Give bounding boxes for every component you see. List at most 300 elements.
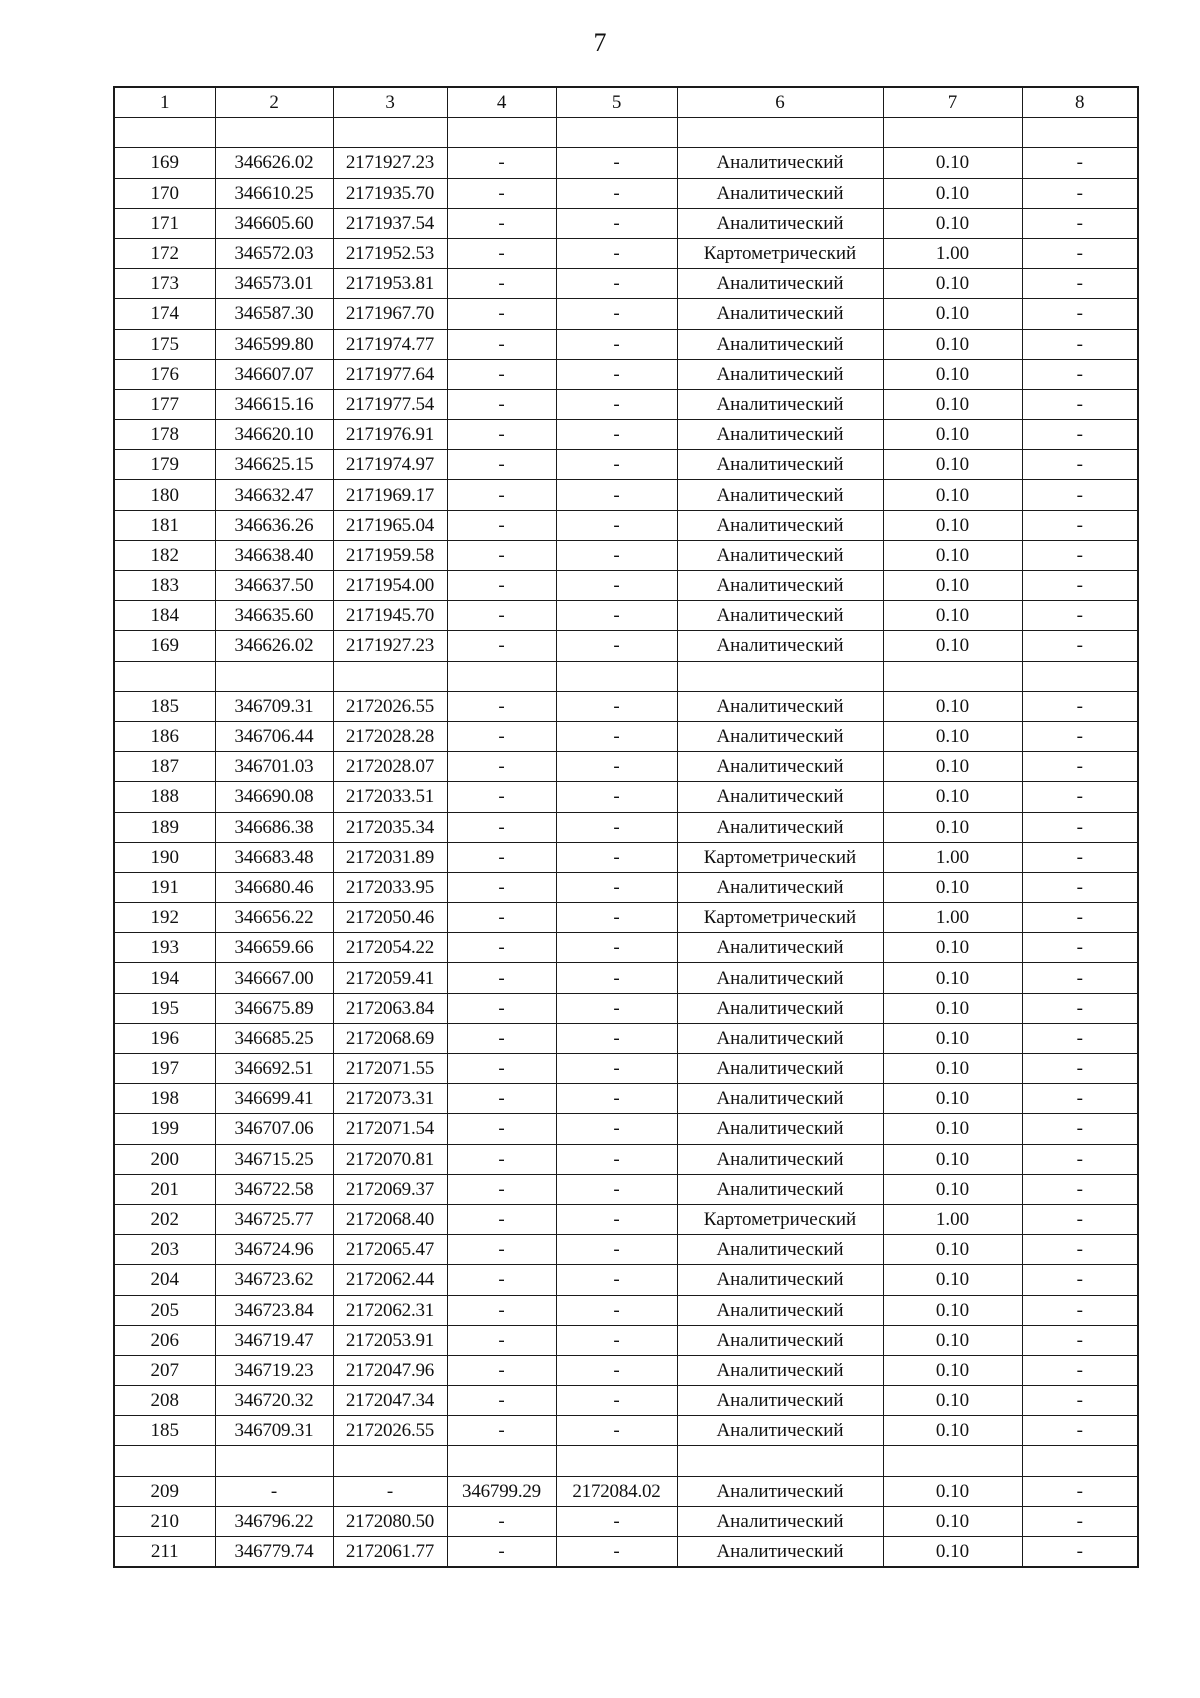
table-cell-col-7: 0.10 bbox=[883, 148, 1022, 178]
table-cell-col-3: 2172031.89 bbox=[333, 842, 447, 872]
table-cell-col-8: - bbox=[1022, 752, 1138, 782]
table-cell-col-6: Аналитический bbox=[677, 510, 883, 540]
table-cell-col-5: - bbox=[556, 721, 677, 751]
table-cell-col-8: - bbox=[1022, 480, 1138, 510]
table-cell-col-3: - bbox=[333, 1476, 447, 1506]
table-cell-col-1: 169 bbox=[114, 631, 215, 661]
table-cell-col-1: 183 bbox=[114, 571, 215, 601]
table-cell-col-3: 2171969.17 bbox=[333, 480, 447, 510]
table-cell-col-5 bbox=[556, 118, 677, 148]
table-cell-col-6: Аналитический bbox=[677, 269, 883, 299]
table-cell-col-8: - bbox=[1022, 1084, 1138, 1114]
table-row bbox=[114, 903, 1138, 933]
table-cell-col-8: - bbox=[1022, 1476, 1138, 1506]
table-cell-col-7: 0.10 bbox=[883, 420, 1022, 450]
table-cell-col-8: - bbox=[1022, 299, 1138, 329]
table-cell-col-6: Картометрический bbox=[677, 903, 883, 933]
table-cell-col-1: 181 bbox=[114, 510, 215, 540]
table-row bbox=[114, 1416, 1138, 1446]
table-cell-col-2: 346620.10 bbox=[215, 420, 333, 450]
table-cell-col-3: 2171967.70 bbox=[333, 299, 447, 329]
table-cell-col-4 bbox=[447, 661, 556, 691]
table-cell-col-4: - bbox=[447, 1054, 556, 1084]
table-cell-col-8 bbox=[1022, 118, 1138, 148]
table-cell-col-6: Аналитический bbox=[677, 1386, 883, 1416]
table-cell-col-4: - bbox=[447, 238, 556, 268]
table-cell-col-8: - bbox=[1022, 238, 1138, 268]
table-cell-col-2: 346587.30 bbox=[215, 299, 333, 329]
table-cell-col-1: 173 bbox=[114, 269, 215, 299]
table-cell-col-7: 0.10 bbox=[883, 933, 1022, 963]
table-cell-col-3: 2171945.70 bbox=[333, 601, 447, 631]
table-row bbox=[114, 510, 1138, 540]
table-row bbox=[114, 1537, 1138, 1568]
table-cell-col-6: Аналитический bbox=[677, 420, 883, 450]
table-cell-col-1: 195 bbox=[114, 993, 215, 1023]
column-header-2: 2 bbox=[215, 87, 333, 118]
table-cell-col-6: Аналитический bbox=[677, 1265, 883, 1295]
column-header-3: 3 bbox=[333, 87, 447, 118]
table-cell-col-3: 2171974.97 bbox=[333, 450, 447, 480]
table-cell-col-5: - bbox=[556, 903, 677, 933]
table-cell-col-1: 207 bbox=[114, 1355, 215, 1385]
table-cell-col-4: - bbox=[447, 329, 556, 359]
column-header-4: 4 bbox=[447, 87, 556, 118]
table-cell-col-4: - bbox=[447, 872, 556, 902]
column-header-5: 5 bbox=[556, 87, 677, 118]
table-cell-col-1: 188 bbox=[114, 782, 215, 812]
table-cell-col-8 bbox=[1022, 661, 1138, 691]
table-cell-col-1: 210 bbox=[114, 1506, 215, 1536]
table-cell-col-5: - bbox=[556, 1084, 677, 1114]
table-cell-col-1: 175 bbox=[114, 329, 215, 359]
table-row bbox=[114, 1144, 1138, 1174]
table-cell-col-4: - bbox=[447, 389, 556, 419]
table-cell-col-2: 346719.47 bbox=[215, 1325, 333, 1355]
table-cell-col-7: 1.00 bbox=[883, 238, 1022, 268]
table-cell-col-5: - bbox=[556, 933, 677, 963]
table-cell-col-6: Аналитический bbox=[677, 1054, 883, 1084]
table-cell-col-4 bbox=[447, 118, 556, 148]
table-cell-col-2 bbox=[215, 118, 333, 148]
table-cell-col-8: - bbox=[1022, 208, 1138, 238]
table-cell-col-3: 2172070.81 bbox=[333, 1144, 447, 1174]
table-cell-col-8: - bbox=[1022, 1416, 1138, 1446]
table-cell-col-4: - bbox=[447, 782, 556, 812]
table-cell-col-7: 0.10 bbox=[883, 963, 1022, 993]
table-cell-col-2: 346719.23 bbox=[215, 1355, 333, 1385]
table-row bbox=[114, 480, 1138, 510]
table-cell-col-2: 346675.89 bbox=[215, 993, 333, 1023]
table-cell-col-7: 0.10 bbox=[883, 1235, 1022, 1265]
table-cell-col-2: 346635.60 bbox=[215, 601, 333, 631]
table-cell-col-5: - bbox=[556, 1537, 677, 1568]
table-cell-col-7: 0.10 bbox=[883, 1295, 1022, 1325]
table-cell-col-8: - bbox=[1022, 903, 1138, 933]
table-cell-col-4: - bbox=[447, 1204, 556, 1234]
table-cell-col-5: - bbox=[556, 993, 677, 1023]
table-cell-col-2: 346715.25 bbox=[215, 1144, 333, 1174]
table-separator-row bbox=[114, 118, 1138, 148]
table-cell-col-8: - bbox=[1022, 1204, 1138, 1234]
table-cell-col-3: 2172073.31 bbox=[333, 1084, 447, 1114]
table-separator-row bbox=[114, 661, 1138, 691]
table-cell-col-5: - bbox=[556, 238, 677, 268]
table-row bbox=[114, 1325, 1138, 1355]
table-cell-col-8: - bbox=[1022, 178, 1138, 208]
table-cell-col-3: 2172026.55 bbox=[333, 1416, 447, 1446]
table-cell-col-7: 0.10 bbox=[883, 1144, 1022, 1174]
table-cell-col-6: Аналитический bbox=[677, 933, 883, 963]
table-cell-col-8: - bbox=[1022, 420, 1138, 450]
table-cell-col-7: 0.10 bbox=[883, 269, 1022, 299]
table-cell-col-4: - bbox=[447, 1023, 556, 1053]
table-cell-col-3: 2171935.70 bbox=[333, 178, 447, 208]
table-row bbox=[114, 1506, 1138, 1536]
table-cell-col-7: 0.10 bbox=[883, 208, 1022, 238]
table-cell-col-6: Аналитический bbox=[677, 1537, 883, 1568]
table-row bbox=[114, 1174, 1138, 1204]
table-cell-col-1: 196 bbox=[114, 1023, 215, 1053]
table-cell-col-3: 2172062.44 bbox=[333, 1265, 447, 1295]
table-cell-col-1 bbox=[114, 1446, 215, 1476]
table-cell-col-5: - bbox=[556, 1204, 677, 1234]
table-row bbox=[114, 1084, 1138, 1114]
table-cell-col-2: 346637.50 bbox=[215, 571, 333, 601]
table-row bbox=[114, 208, 1138, 238]
table-row bbox=[114, 933, 1138, 963]
table-cell-col-1: 208 bbox=[114, 1386, 215, 1416]
table-cell-col-4: 346799.29 bbox=[447, 1476, 556, 1506]
table-cell-col-1: 209 bbox=[114, 1476, 215, 1506]
table-cell-col-5: - bbox=[556, 540, 677, 570]
table-cell-col-3: 2171976.91 bbox=[333, 420, 447, 450]
table-cell-col-7: 0.10 bbox=[883, 1265, 1022, 1295]
table-cell-col-2: 346659.66 bbox=[215, 933, 333, 963]
table-cell-col-6: Аналитический bbox=[677, 329, 883, 359]
table-cell-col-6: Картометрический bbox=[677, 1204, 883, 1234]
table-cell-col-4: - bbox=[447, 631, 556, 661]
table-row bbox=[114, 329, 1138, 359]
table-cell-col-4: - bbox=[447, 1235, 556, 1265]
table-cell-col-2: 346699.41 bbox=[215, 1084, 333, 1114]
table-row bbox=[114, 1476, 1138, 1506]
table-cell-col-5: - bbox=[556, 631, 677, 661]
table-cell-col-6: Аналитический bbox=[677, 1144, 883, 1174]
table-row bbox=[114, 1235, 1138, 1265]
table-separator-row bbox=[114, 1446, 1138, 1476]
table-cell-col-6: Аналитический bbox=[677, 1174, 883, 1204]
table-cell-col-2 bbox=[215, 1446, 333, 1476]
table-row bbox=[114, 571, 1138, 601]
table-cell-col-8: - bbox=[1022, 1265, 1138, 1295]
table-cell-col-5: - bbox=[556, 1235, 677, 1265]
table-cell-col-6: Аналитический bbox=[677, 782, 883, 812]
table-cell-col-7: 0.10 bbox=[883, 812, 1022, 842]
table-cell-col-2: 346667.00 bbox=[215, 963, 333, 993]
table-cell-col-8: - bbox=[1022, 812, 1138, 842]
table-cell-col-7: 0.10 bbox=[883, 691, 1022, 721]
table-cell-col-2: 346605.60 bbox=[215, 208, 333, 238]
table-row bbox=[114, 842, 1138, 872]
table-cell-col-1: 198 bbox=[114, 1084, 215, 1114]
table-cell-col-7: 0.10 bbox=[883, 1084, 1022, 1114]
table-cell-col-4: - bbox=[447, 480, 556, 510]
table-cell-col-5: - bbox=[556, 389, 677, 419]
table-cell-col-3: 2172069.37 bbox=[333, 1174, 447, 1204]
table-cell-col-7: 0.10 bbox=[883, 1325, 1022, 1355]
table-cell-col-6: Аналитический bbox=[677, 631, 883, 661]
table-cell-col-4: - bbox=[447, 933, 556, 963]
table-cell-col-3: 2171953.81 bbox=[333, 269, 447, 299]
table-cell-col-4: - bbox=[447, 1174, 556, 1204]
table-row bbox=[114, 691, 1138, 721]
table-cell-col-6: Аналитический bbox=[677, 691, 883, 721]
table-cell-col-3: 2171954.00 bbox=[333, 571, 447, 601]
table-cell-col-4: - bbox=[447, 178, 556, 208]
table-row bbox=[114, 269, 1138, 299]
table-cell-col-7: 0.10 bbox=[883, 540, 1022, 570]
table-cell-col-1: 201 bbox=[114, 1174, 215, 1204]
table-cell-col-5: - bbox=[556, 450, 677, 480]
table-cell-col-4: - bbox=[447, 752, 556, 782]
table-cell-col-3 bbox=[333, 118, 447, 148]
table-cell-col-4: - bbox=[447, 1537, 556, 1568]
table-cell-col-7: 0.10 bbox=[883, 329, 1022, 359]
table-cell-col-7: 0.10 bbox=[883, 1537, 1022, 1568]
table-cell-col-3: 2171952.53 bbox=[333, 238, 447, 268]
table-cell-col-1: 171 bbox=[114, 208, 215, 238]
table-cell-col-7: 1.00 bbox=[883, 842, 1022, 872]
table-cell-col-1: 203 bbox=[114, 1235, 215, 1265]
table-cell-col-1 bbox=[114, 118, 215, 148]
table-cell-col-8: - bbox=[1022, 1325, 1138, 1355]
table-cell-col-3: 2172071.54 bbox=[333, 1114, 447, 1144]
table-cell-col-7: 0.10 bbox=[883, 178, 1022, 208]
table-cell-col-1: 211 bbox=[114, 1537, 215, 1568]
table-cell-col-5: - bbox=[556, 1506, 677, 1536]
table-cell-col-5: - bbox=[556, 752, 677, 782]
table-cell-col-4: - bbox=[447, 1325, 556, 1355]
table-cell-col-2: 346615.16 bbox=[215, 389, 333, 419]
table-cell-col-8: - bbox=[1022, 842, 1138, 872]
table-cell-col-3: 2171977.54 bbox=[333, 389, 447, 419]
table-cell-col-6 bbox=[677, 1446, 883, 1476]
table-row bbox=[114, 963, 1138, 993]
table-cell-col-5: - bbox=[556, 812, 677, 842]
table-cell-col-1: 197 bbox=[114, 1054, 215, 1084]
table-cell-col-3: 2172063.84 bbox=[333, 993, 447, 1023]
table-cell-col-2: 346625.15 bbox=[215, 450, 333, 480]
table-cell-col-7: 0.10 bbox=[883, 1476, 1022, 1506]
table-cell-col-8: - bbox=[1022, 1537, 1138, 1568]
table-row bbox=[114, 1295, 1138, 1325]
table-cell-col-4: - bbox=[447, 1265, 556, 1295]
table-cell-col-7: 0.10 bbox=[883, 993, 1022, 1023]
table-row bbox=[114, 993, 1138, 1023]
table-cell-col-1: 172 bbox=[114, 238, 215, 268]
table-cell-col-2: 346626.02 bbox=[215, 631, 333, 661]
table-cell-col-8: - bbox=[1022, 1235, 1138, 1265]
table-cell-col-1 bbox=[114, 661, 215, 691]
table-cell-col-7: 0.10 bbox=[883, 1023, 1022, 1053]
table-cell-col-1: 205 bbox=[114, 1295, 215, 1325]
table-cell-col-3: 2172047.34 bbox=[333, 1386, 447, 1416]
table-cell-col-4: - bbox=[447, 1114, 556, 1144]
table-cell-col-5: - bbox=[556, 178, 677, 208]
table-row bbox=[114, 148, 1138, 178]
table-cell-col-2: 346796.22 bbox=[215, 1506, 333, 1536]
table-cell-col-8: - bbox=[1022, 359, 1138, 389]
table-cell-col-6: Аналитический bbox=[677, 571, 883, 601]
table-cell-col-5: - bbox=[556, 1325, 677, 1355]
table-cell-col-7: 0.10 bbox=[883, 389, 1022, 419]
table-cell-col-7: 0.10 bbox=[883, 571, 1022, 601]
table-cell-col-8: - bbox=[1022, 1174, 1138, 1204]
table-cell-col-7: 0.10 bbox=[883, 450, 1022, 480]
table-cell-col-5: - bbox=[556, 480, 677, 510]
table-body bbox=[114, 87, 1138, 1567]
table-cell-col-8: - bbox=[1022, 1023, 1138, 1053]
table-cell-col-2: 346720.32 bbox=[215, 1386, 333, 1416]
table-cell-col-6: Аналитический bbox=[677, 1506, 883, 1536]
table-row bbox=[114, 238, 1138, 268]
table-row bbox=[114, 1023, 1138, 1053]
table-cell-col-4: - bbox=[447, 420, 556, 450]
table-row bbox=[114, 721, 1138, 751]
table-cell-col-6: Аналитический bbox=[677, 359, 883, 389]
table-cell-col-4: - bbox=[447, 510, 556, 540]
table-cell-col-6: Аналитический bbox=[677, 963, 883, 993]
table-cell-col-1: 200 bbox=[114, 1144, 215, 1174]
table-cell-col-2: 346723.62 bbox=[215, 1265, 333, 1295]
table-cell-col-8: - bbox=[1022, 631, 1138, 661]
table-cell-col-3: 2172068.40 bbox=[333, 1204, 447, 1234]
table-cell-col-6: Аналитический bbox=[677, 993, 883, 1023]
table-row bbox=[114, 601, 1138, 631]
table-row bbox=[114, 540, 1138, 570]
table-cell-col-6: Аналитический bbox=[677, 812, 883, 842]
table-row bbox=[114, 1265, 1138, 1295]
table-cell-col-6: Аналитический bbox=[677, 1355, 883, 1385]
table-cell-col-8: - bbox=[1022, 1054, 1138, 1084]
table-cell-col-7: 1.00 bbox=[883, 903, 1022, 933]
table-row bbox=[114, 299, 1138, 329]
table-cell-col-7: 0.10 bbox=[883, 359, 1022, 389]
column-header-1: 1 bbox=[114, 87, 215, 118]
table-cell-col-1: 184 bbox=[114, 601, 215, 631]
table-cell-col-6 bbox=[677, 661, 883, 691]
table-cell-col-2: 346709.31 bbox=[215, 1416, 333, 1446]
table-cell-col-8: - bbox=[1022, 872, 1138, 902]
table-cell-col-5: 2172084.02 bbox=[556, 1476, 677, 1506]
table-cell-col-4: - bbox=[447, 1506, 556, 1536]
column-header-7: 7 bbox=[883, 87, 1022, 118]
table-cell-col-4: - bbox=[447, 1295, 556, 1325]
column-header-8: 8 bbox=[1022, 87, 1138, 118]
table-cell-col-8: - bbox=[1022, 933, 1138, 963]
table-cell-col-8: - bbox=[1022, 389, 1138, 419]
table-cell-col-7 bbox=[883, 661, 1022, 691]
table-cell-col-4: - bbox=[447, 721, 556, 751]
table-cell-col-8: - bbox=[1022, 601, 1138, 631]
table-cell-col-3: 2172068.69 bbox=[333, 1023, 447, 1053]
table-row bbox=[114, 812, 1138, 842]
table-row bbox=[114, 1054, 1138, 1084]
table-cell-col-7 bbox=[883, 118, 1022, 148]
table-cell-col-6: Аналитический bbox=[677, 1084, 883, 1114]
table-cell-col-5: - bbox=[556, 601, 677, 631]
table-row bbox=[114, 420, 1138, 450]
table-cell-col-2: 346638.40 bbox=[215, 540, 333, 570]
table-cell-col-1: 176 bbox=[114, 359, 215, 389]
table-cell-col-5 bbox=[556, 661, 677, 691]
table-cell-col-1: 202 bbox=[114, 1204, 215, 1234]
table-cell-col-6: Аналитический bbox=[677, 389, 883, 419]
table-cell-col-7: 0.10 bbox=[883, 1174, 1022, 1204]
table-cell-col-7: 0.10 bbox=[883, 1416, 1022, 1446]
table-cell-col-4: - bbox=[447, 812, 556, 842]
table-cell-col-4: - bbox=[447, 208, 556, 238]
table-cell-col-1: 199 bbox=[114, 1114, 215, 1144]
table-cell-col-5: - bbox=[556, 269, 677, 299]
table-cell-col-2: 346707.06 bbox=[215, 1114, 333, 1144]
table-cell-col-5: - bbox=[556, 571, 677, 601]
table-cell-col-3: 2172065.47 bbox=[333, 1235, 447, 1265]
table-cell-col-4: - bbox=[447, 1416, 556, 1446]
table-cell-col-7: 0.10 bbox=[883, 480, 1022, 510]
table-cell-col-3: 2171927.23 bbox=[333, 631, 447, 661]
table-cell-col-5: - bbox=[556, 1174, 677, 1204]
table-cell-col-3: 2172047.96 bbox=[333, 1355, 447, 1385]
table-cell-col-5 bbox=[556, 1446, 677, 1476]
table-cell-col-6: Аналитический bbox=[677, 1476, 883, 1506]
table-cell-col-8: - bbox=[1022, 1506, 1138, 1536]
table-cell-col-4: - bbox=[447, 963, 556, 993]
table-cell-col-1: 169 bbox=[114, 148, 215, 178]
table-cell-col-1: 186 bbox=[114, 721, 215, 751]
table-cell-col-5: - bbox=[556, 510, 677, 540]
table-cell-col-1: 187 bbox=[114, 752, 215, 782]
table-cell-col-8 bbox=[1022, 1446, 1138, 1476]
table-cell-col-5: - bbox=[556, 1355, 677, 1385]
table-cell-col-5: - bbox=[556, 329, 677, 359]
table-cell-col-1: 182 bbox=[114, 540, 215, 570]
table-cell-col-1: 180 bbox=[114, 480, 215, 510]
table-cell-col-3: 2171959.58 bbox=[333, 540, 447, 570]
table-cell-col-3: 2171965.04 bbox=[333, 510, 447, 540]
table-cell-col-3: 2171974.77 bbox=[333, 329, 447, 359]
table-cell-col-5: - bbox=[556, 963, 677, 993]
table-cell-col-5: - bbox=[556, 1265, 677, 1295]
table-cell-col-7: 0.10 bbox=[883, 299, 1022, 329]
table-cell-col-7: 0.10 bbox=[883, 1506, 1022, 1536]
table-cell-col-3: 2172035.34 bbox=[333, 812, 447, 842]
table-cell-col-6: Аналитический bbox=[677, 208, 883, 238]
table-cell-col-5: - bbox=[556, 359, 677, 389]
table-cell-col-7: 0.10 bbox=[883, 1054, 1022, 1084]
table-cell-col-5: - bbox=[556, 1416, 677, 1446]
table-cell-col-3: 2172028.07 bbox=[333, 752, 447, 782]
table-cell-col-5: - bbox=[556, 148, 677, 178]
table-cell-col-5: - bbox=[556, 872, 677, 902]
table-cell-col-6: Аналитический bbox=[677, 1295, 883, 1325]
table-cell-col-8: - bbox=[1022, 1144, 1138, 1174]
table-cell-col-7: 0.10 bbox=[883, 721, 1022, 751]
table-cell-col-8: - bbox=[1022, 510, 1138, 540]
table-cell-col-3 bbox=[333, 661, 447, 691]
table-cell-col-2: 346686.38 bbox=[215, 812, 333, 842]
